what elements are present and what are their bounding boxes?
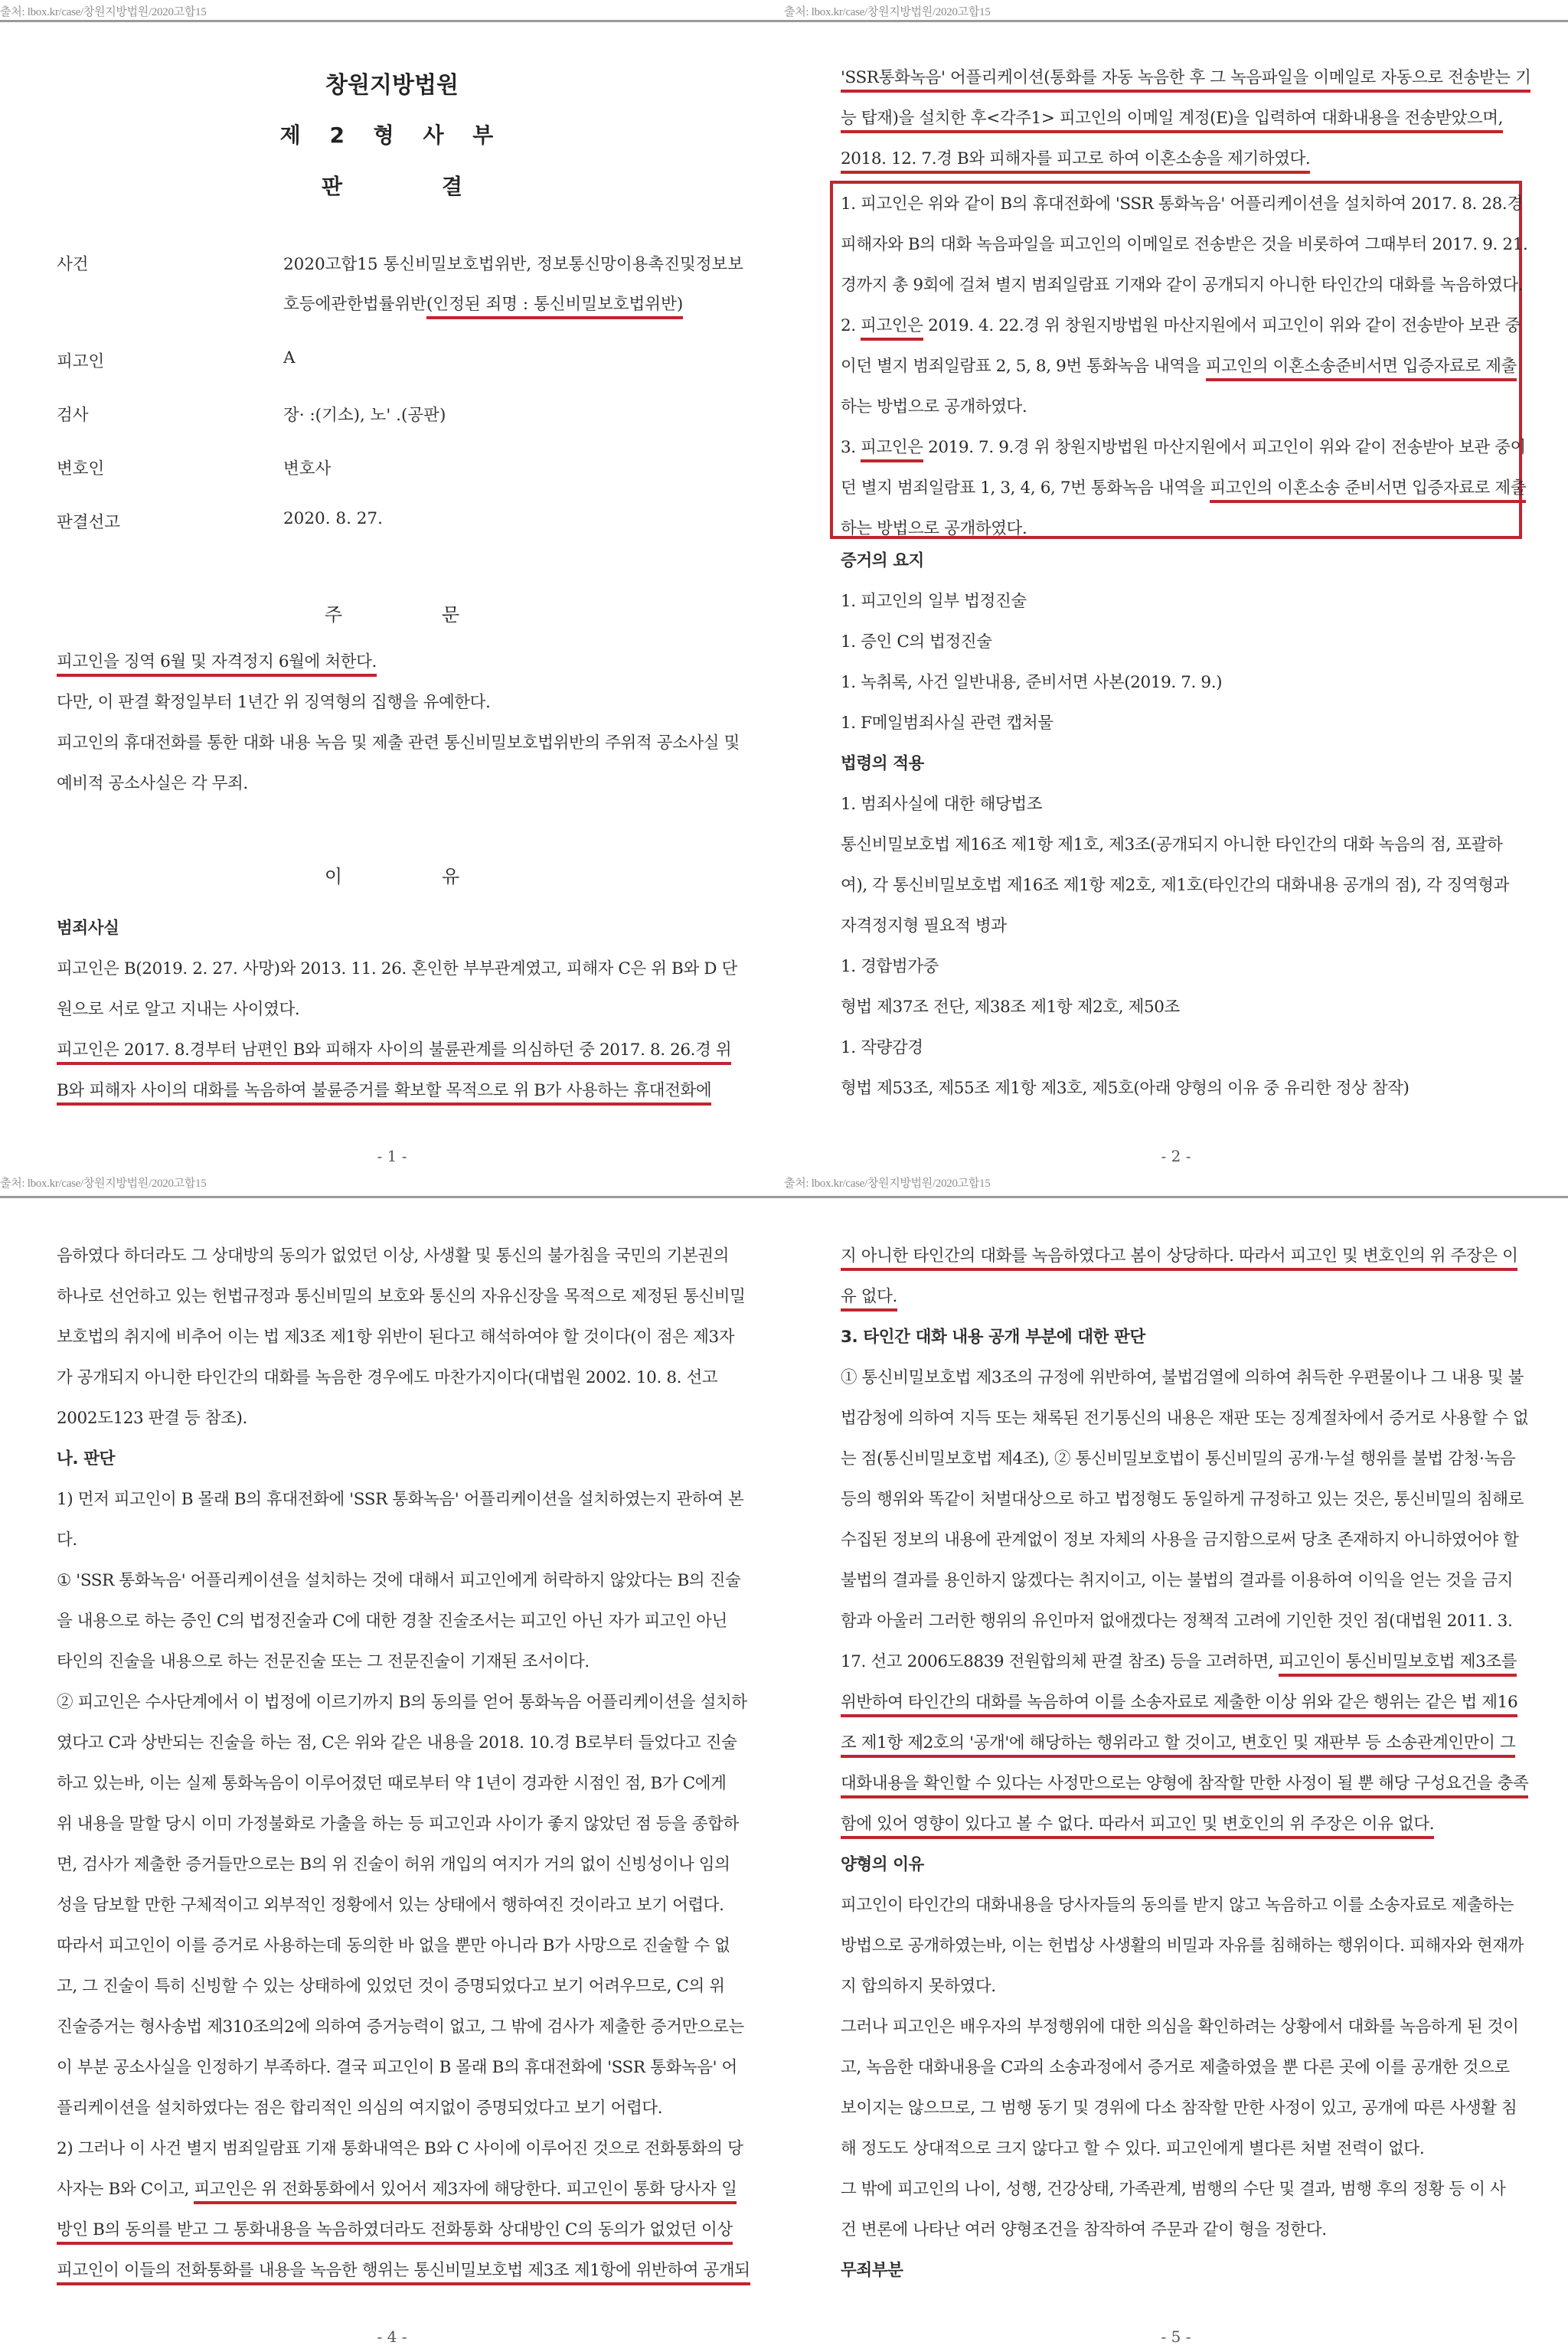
page-header-rule xyxy=(784,20,1568,22)
page-divider-rule xyxy=(784,1196,1568,1198)
crime-facts: 범죄사실 피고인은 B(2019. 2. 27. 사망)와 2013. 11. 26. 혼인한 부부관계였고, 피해자 C은 위 B와 D 단 원으로 서로 알고 지내는 사이였다. 피고인은 2017. 8.경부터 남편인 B와 피해자 사이의 불륜관계를 의심하던 중 2017. 8. 26.경 위 B와 피해자 사이의 대화를 녹음하여 불륜증거를 확보할 목적으로 위 B가 사용하는 휴대전화에 xyxy=(57,908,730,1111)
page-number: - 2 - xyxy=(1161,1147,1191,1165)
evidence-heading: 증거의 요지 xyxy=(841,551,924,570)
crime-facts-heading: 범죄사실 xyxy=(57,919,119,938)
page-number: - 1 - xyxy=(377,1147,407,1165)
page4-text: 음하였다 하더라도 그 상대방의 동의가 없었던 이상, 사생활 및 통신의 불가침을 국민의 기본권의 하나로 선언하고 있는 헌법규정과 통신비밀의 보호와 통신의 자유신장을 목적으로 제정된 통신비밀 보호법의 취지에 비추어 이는 법 제3조 제1항 위반이 된다고 해석하여야 할 것이다(이 점은 제3자 가 공개되지 아니한 타인간의 대화를 녹음한 경우에도 마찬가지이다(대법원 2002. 10. 8. 선고 2002도123 판결 등 참조). 나. 판단 1) 먼저 피고인이 B 몰래 B의 휴대전화에 'SSR 통화녹음' 어플리케이션을 설치하였는지 관하여 본 다. ① 'SSR 통화녹음' 어플리케이션을 설치하는 것에 대해서 피고인에게 허락하지 않았다는 B의 진술 을 내용으로 하는 증인 C의 법정진술과 C에 대한 경찰 진술조서는 피고인 아닌 자가 피고인 아닌 타인의 진술을 내용으로 하는 전문진술 또는 그 전문진술이 기재된 조서이다. ② 피고인은 수사단계에서 이 법정에 이르기까지 B의 동의를 얻어 통화녹음 어플리케이션을 설치하 였다고 C과 상반되는 진술을 하는 점, C은 위와 같은 내용을 2018. 10.경 B로부터 들었다고 진술 하고 있는바, 이는 실제 통화녹음이 이루어졌던 때로부터 약 1년이 경과한 시점인 점, B가 C에게 위 내용을 말할 당시 이미 가정불화로 가출을 하는 등 피고인과 사이가 좋지 않았던 점 등을 종합하 면, 검사가 제출한 증거들만으로는 B의 위 진술이 허위 개입의 여지가 거의 없이 신빙성이나 임의 성을 담보할 만한 구체적이고 외부적인 정황에서 있는 상태에서 행하여진 것이라고 보기 어렵다. 따라서 피고인이 이를 증거로 사용하는데 동의한 바 없을 뿐만 아니라 B가 사망으로 진술할 수 없 고, 그 진술이 특히 신빙할 수 있는 상태하에 있었던 것이 증명되었다고 보기 어려우므로, C의 위 진술증거는 형사송법 제310조의2에 의하여 증거능력이 없고, 그 밖에 검사가 제출한 증거만으로는 이 부분 공소사실을 인정하기 부족하다. 결국 피고인이 B 몰래 B의 휴대전화에 'SSR 통화녹음' 어 플리케이션을 설치하였다는 점은 합리적인 의심의 여지없이 증명되었다고 보기 어렵다. 2) 그러나 이 사건 별지 범죄일람표 기재 통화내역은 B와 C 사이에 이루어진 것으로 전화통화의 당 사자는 B와 C이고, 피고인은 위 전화통화에서 있어서 제3자에 해당한다. 피고인이 통화 당사자 일 방인 B의 동의를 받고 그 통화내용을 녹음하였더라도 전화통화 상대방인 C의 동의가 없었던 이상 피고인이 이들의 전화통화를 내용을 녹음한 행위는 통신비밀보호법 제3조 제1항에 위반하여 공개되 xyxy=(57,1236,730,2291)
field-label: 변호인 xyxy=(57,459,105,479)
page-number: - 4 - xyxy=(377,2328,407,2346)
field-label: 판결선고 xyxy=(57,513,121,532)
section3-heading: 3. 타인간 대화 내용 공개 부분에 대한 판단 xyxy=(841,1328,1145,1347)
order-text: 피고인을 징역 6월 및 자격정지 6월에 처한다. 다만, 이 판결 확정일부터 1년간 위 징역형의 집행을 유예한다. 피고인의 휴대전화를 통한 대화 내용 녹음 및 제출 관련 통신비밀보호법위반의 주위적 공소사실 및 예비적 공소사실은 각 무죄. xyxy=(57,652,740,793)
law-heading: 법령의 적용 xyxy=(841,754,924,773)
acquittal-heading: 무죄부분 xyxy=(841,2261,903,2280)
source-label-footer: 출처: lbox.kr/case/창원지방법원/2020고합15 xyxy=(784,1178,991,1190)
sentencing-heading: 양형의 이유 xyxy=(841,1855,924,1874)
field-value: 장· :(기소), 노' .(공판) xyxy=(283,406,446,425)
source-label: 출처: lbox.kr/case/창원지방법원/2020고합15 xyxy=(784,6,991,18)
evidence-and-law: 증거의 요지 1. 피고인의 일부 법정진술 1. 증인 C의 법정진술 1. 녹취록, 사건 일반내용, 준비서면 사본(2019. 7. 9.) 1. F메일범죄사실 관련 캡처물 법령의 적용 1. 범죄사실에 대한 해당법조 통신비밀보호법 제16조 제1항 제1호, 제3조(공개되지 아니한 타인간의 대화 녹음의 점, 포괄하 여), 각 통신비밀보호법 제16조 제1항 제2호, 제1호(타인간의 대화내용 공개의 점), 각 징역형과 자격정지형 필요적 병과 1. 경합범가중 형법 제37조 전단, 제38조 제1항 제2호, 제50조 1. 작량감경 형법 제53조, 제55조 제1항 제3호, 제5호(아래 양형의 이유 중 유리한 정상 참작) xyxy=(841,541,1514,1109)
judgment-page-1: 출처: lbox.kr/case/창원지방법원/2020고합15 창원지방법원 제 2 형 사 부 판 결 사건 2020고합15 통신비밀보호법위반, 정보통신망이용촉진및정보보 호등에관한법률위반(인정된 죄명 : 통신비밀보호법위반) 피고인 A 검사 장· :(기소), 노' .(공판) 변호인 변호사 판결선고 2020. 8. 27. 주 문 피고인을 징역 6월 및 자격정지 6월에 처한다. 다만, 이 판결 확정일부터 1년간 위 징역형의 집행을 유예한다. 피고인의 휴대전화를 통한 대화 내용 녹음 및 제출 관련 통신비밀보호법위반의 주위적 공소사실 및 예비적 공소사실은 각 무죄. 이 유 범죄사실 피고인은 B(2019. 2. 27. 사망)와 2013. 11. 26. 혼인한 부부관계였고, 피해자 C은 위 B와 D 단 원으로 서로 알고 지내는 사이였다. 피고인은 2017. 8.경부터 남편인 B와 피해자 사이의 불륜관계를 의심하던 중 2017. 8. 26.경 위 B와 피해자 사이의 대화를 녹음하여 불륜증거를 확보할 목적으로 위 B가 사용하는 휴대전화에 - 1 - 출처: lbox.kr/case/창원지방법원/2020고합15 xyxy=(0,0,784,1196)
field-value: 변호사 xyxy=(283,459,332,479)
field-value: A xyxy=(283,348,296,368)
document-type: 판 결 xyxy=(321,174,463,199)
field-value: 2020. 8. 27. xyxy=(283,509,383,528)
field-label: 사건 xyxy=(57,255,89,274)
recognized-charge: (인정된 죄명 : 통신비밀보호법위반) xyxy=(426,295,683,319)
sentence-line: 피고인을 징역 6월 및 자격정지 6월에 처한다. xyxy=(57,652,377,677)
page-number: - 5 - xyxy=(1161,2328,1191,2346)
judgment-page-5 xyxy=(784,1196,1568,2352)
page-header-rule xyxy=(0,20,784,22)
field-label: 피고인 xyxy=(57,352,105,371)
reason-heading: 이 유 xyxy=(324,866,460,887)
judgment-heading: 나. 판단 xyxy=(57,1449,115,1468)
field-label: 검사 xyxy=(57,406,89,425)
court-division: 제 2 형 사 부 xyxy=(279,122,505,148)
page-divider-rule xyxy=(0,1196,784,1198)
source-label: 출처: lbox.kr/case/창원지방법원/2020고합15 xyxy=(0,6,207,18)
field-value: 2020고합15 통신비밀보호법위반, 정보통신망이용촉진및정보보 xyxy=(283,255,744,274)
intro-paragraph: 'SSR통화녹음' 어플리케이션(통화를 자동 녹음한 후 그 녹음파일을 이메일로 자동으로 전송받는 기 능 탑재)을 설치한 후<각주1> 피고인의 이메일 계정(E)을 입력하여 대화내용을 전송받았으며, 2018. 12. 7.경 B와 피해자를 피고로 하여 이혼소송을 제기하였다. xyxy=(841,57,1514,179)
boxed-charges: 1. 피고인은 위와 같이 B의 휴대전화에 'SSR 통화녹음' 어플리케이션을 설치하여 2017. 8. 28.경 피해자와 B의 대화 녹음파일을 피고인의 이메일로 전송받은 것을 비롯하여 그때부터 2017. 9. 21. 경까지 총 9회에 걸쳐 별지 범죄일람표 기재와 같이 공개되지 아니한 타인간의 대화를 녹음하였다. 2. 피고인은 2019. 4. 22.경 위 창원지방법원 마산지원에서 피고인이 위와 같이 전송받아 보관 중 이던 별지 범죄일람표 2, 5, 8, 9번 통화녹음 내역을 피고인의 이혼소송준비서면 입증자료로 제출 하는 방법으로 공개하였다. 3. 피고인은 2019. 7. 9.경 위 창원지방법원 마산지원에서 피고인이 위와 같이 전송받아 보관 중이 던 별지 범죄일람표 1, 3, 4, 6, 7번 통화녹음 내역을 피고인의 이혼소송 준비서면 입증자료로 제출 하는 방법으로 공개하였다. xyxy=(841,194,1528,538)
court-name: 창원지방법원 xyxy=(325,72,459,99)
judgment-page-2 xyxy=(784,0,1568,1196)
judgment-page-4 xyxy=(0,1196,784,2352)
source-label-footer: 출처: lbox.kr/case/창원지방법원/2020고합15 xyxy=(0,1178,207,1190)
page5-text: 지 아니한 타인간의 대화를 녹음하였다고 봄이 상당하다. 따라서 피고인 및 변호인의 위 주장은 이 유 없다. 3. 타인간 대화 내용 공개 부분에 대한 판단 ① 통신비밀보호법 제3조의 규정에 위반하여, 불법검열에 의하여 취득한 우편물이나 그 내용 및 불 법감청에 의하여 지득 또는 채록된 전기통신의 내용은 재판 또는 징계절차에서 증거로 사용할 수 없 는 점(통신비밀보호법 제4조), ② 통신비밀보호법이 통신비밀의 공개·누설 행위를 불법 감청·녹음 등의 행위와 똑같이 처벌대상으로 하고 법정형도 동일하게 규정하고 있는 것은, 통신비밀의 침해로 수집된 정보의 내용에 관계없이 정보 자체의 사용을 금지함으로써 당초 존재하지 아니하였어야 할 불법의 결과를 용인하지 않겠다는 취지이고, 이는 불법의 결과를 이용하여 이익을 얻는 것을 금지 함과 아울러 그러한 행위의 유인마저 없애겠다는 정책적 고려에 기인한 것인 점(대법원 2011. 3. 17. 선고 2006도8839 전원합의체 판결 참조) 등을 고려하면, 피고인이 통신비밀보호법 제3조를 위반하여 타인간의 대화를 녹음하여 이를 소송자료로 제출한 이상 위와 같은 행위는 같은 법 제16 조 제1항 제2호의 '공개'에 해당하는 행위라고 할 것이고, 변호인 및 재판부 등 소송관계인만이 그 대화내용을 확인할 수 있다는 사정만으로는 양형에 참작할 만한 사정이 될 뿐 해당 구성요건을 충족 함에 있어 영향이 있다고 볼 수 없다. 따라서 피고인 및 변호인의 위 주장은 이유 없다. 양형의 이유 피고인이 타인간의 대화내용을 당사자들의 동의를 받지 않고 녹음하고 이를 소송자료로 제출하는 방법으로 공개하였는바, 이는 헌법상 사생활의 비밀과 자유를 침해하는 행위이다. 피해자와 현재까 지 합의하지 못하였다. 그러나 피고인은 배우자의 부정행위에 대한 의심을 확인하려는 상황에서 대화를 녹음하게 된 것이 고, 녹음한 대화내용을 C과의 소송과정에서 증거로 제출하였을 뿐 다른 곳에 이를 공개한 것으로 보이지는 않으므로, 그 범행 동기 및 경위에 다소 참작할 만한 사정이 있고, 공개에 따른 사생활 침 해 정도도 상대적으로 크지 않다고 할 수 있다. 피고인에게 별다른 처벌 전력이 없다. 그 밖에 피고인의 나이, 성행, 건강상태, 가족관계, 범행의 수단 및 결과, 범행 후의 정황 등 이 사 건 변론에 나타난 여러 양형조건을 참작하여 주문과 같이 형을 정한다. 무죄부분 xyxy=(841,1236,1514,2291)
order-heading: 주 문 xyxy=(324,604,460,626)
